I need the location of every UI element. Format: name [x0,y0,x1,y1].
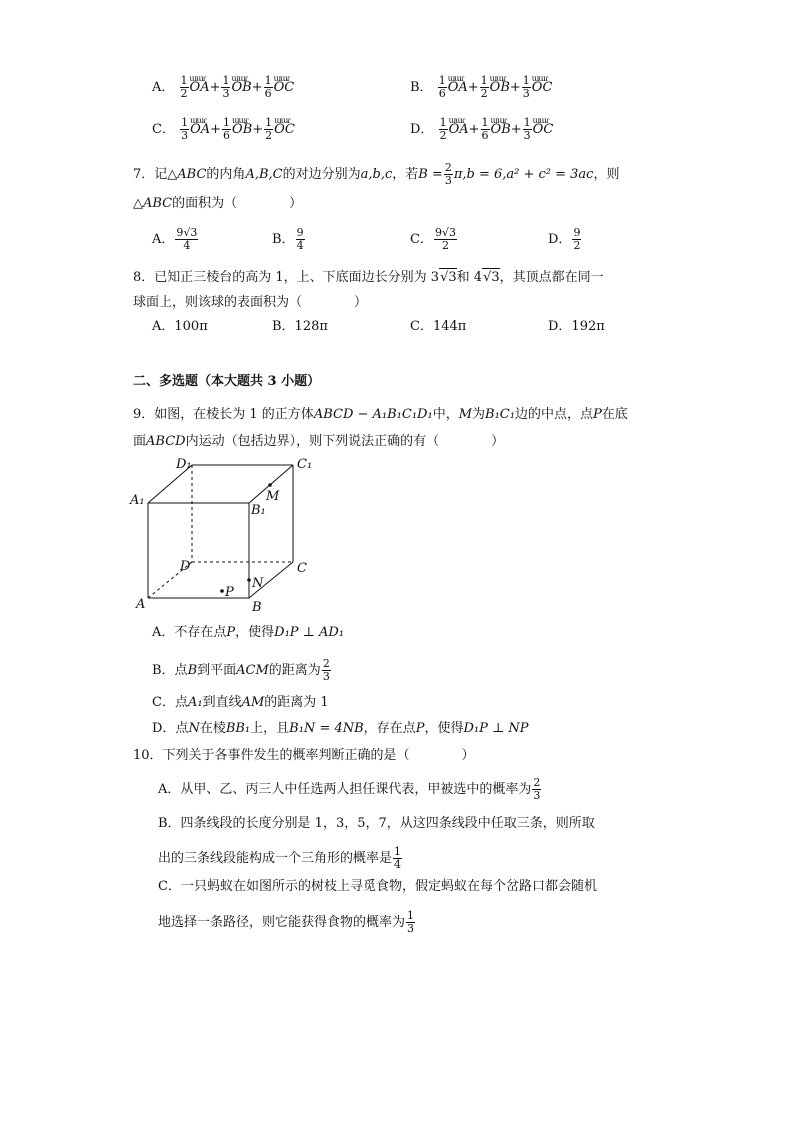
q9-text: 面 [133,434,147,449]
option-label: B． [410,80,433,95]
label-b1: B₁ [251,503,266,518]
vector-oa: ɯɯɾ OA [190,121,210,139]
point-p: P [415,721,425,736]
label-b: B [252,600,262,615]
q7-text: 的面积为（ ） [172,196,303,211]
q7-stem-line1 [133,162,619,187]
coef-fraction: $\frac{1}{3}$ [523,116,531,142]
vector-oc: ɯɯɾ OC [533,121,554,139]
label-m: M [266,489,280,504]
fraction: $\frac{2}{3}$ [444,161,452,187]
q9-text: 内运动（包括边界），则下列说法正确的有（ ） [185,434,505,449]
section-heading: 二、多选题（本大题共 3 小题） [133,374,321,389]
q9-text: 的距离为 [268,663,321,678]
line-am: AM [241,695,265,710]
q9-text: 的距离为 1 [264,695,329,710]
fraction: $\frac{2}{3}$ [533,776,541,802]
label-n: N [252,576,264,591]
vector-ob: ɯɯɾ OB [231,79,251,97]
q9-text: 在棱 [199,721,226,736]
coef-fraction: $\frac{1}{6}$ [264,74,272,100]
sides: a,b,c [360,167,393,182]
q6-option-c: C． $\frac{1}{3}$ ɯɯɾ OA+ $\frac{1}{6}$ ɯɯɾ OB+ $\frac{1}{2}$ ɯɯɾ OC [152,117,295,142]
coef-fraction: $\frac{1}{2}$ [439,116,447,142]
option-label: C． [152,122,175,137]
q9-text: 上，且 [250,721,290,736]
coef-fraction: $\frac{1}{3}$ [522,74,530,100]
q7-text: ，若 [392,167,419,182]
fraction: $\frac{9}{4}$ [296,226,304,252]
q10-option-c-line2 [158,910,416,935]
q7-option-a [152,227,199,252]
q9-text: 边的中点，点 [514,407,593,422]
label-a: A [136,597,146,612]
expr: D₁P ⊥ AD₁ [274,625,345,640]
q7-text: 的对边分别为 [282,167,361,182]
label-a1: A₁ [130,493,145,508]
point-n: N [188,721,200,736]
q8-text: ，其顶点都在同一 [499,270,604,285]
q9-text: D．点 [152,721,189,736]
q8-option-c: C．144π [410,319,467,334]
expr: D₁P ⊥ NP [463,721,529,736]
vector-ob: ɯɯɾ OB [491,121,511,139]
q9-text: 到平面 [197,663,237,678]
point-m-dot [268,483,272,487]
option-label: B． [272,232,295,247]
vector-ob: ɯɯɾ OB [490,79,510,97]
fraction: $\frac{1}{4}$ [394,845,402,871]
fraction: $\frac{1}{3}$ [407,909,415,935]
point-b: B [187,663,198,678]
coef-fraction: $\frac{1}{3}$ [181,116,189,142]
option-label: C． [410,232,433,247]
q9-stem-line1 [133,406,628,424]
q9-option-a [152,624,344,642]
plane-acm: ACM [236,663,269,678]
q8-text: 球面上，则该球的表面积为（ ） [133,295,368,310]
fraction: $\frac{9√3}{2}$ [434,226,456,252]
q7-option-c [410,227,458,252]
angle-b: B = [418,167,443,182]
point-a1: A₁ [187,695,203,710]
q10-option-a [158,777,542,802]
vector-oc: ɯɯɾ OC [274,121,295,139]
q9-text: 中， [432,407,459,422]
label-d: D [180,559,191,574]
q6-option-a: A． $\frac{1}{2}$ ɯɯɾ OA+ $\frac{1}{3}$ ɯɯɾ OB+ $\frac{1}{6}$ ɯɯɾ OC [152,75,294,100]
cube-name: ABCD − A₁B₁C₁D₁ [313,407,433,422]
q8-stem-line1 [133,268,604,287]
q9-text: B．点 [152,663,188,678]
q8-text: 和 4 [456,270,483,285]
triangle-abc: △ABC [133,196,173,211]
q9-text: ，存在点 [363,721,416,736]
option-label: A． [152,232,175,247]
q10-text: 出的三条线段能构成一个三角形的概率是 [158,851,393,866]
q7-prefix: 7．记 [133,167,168,182]
q9-text: 为 [472,407,486,422]
label-p: P [225,585,234,600]
sqrt: √3 [440,270,457,285]
q9-text: 到直线 [202,695,242,710]
q10-text: 地选择一条路径，则它能获得食物的概率为 [158,915,406,930]
q8-option-a: A．100π [152,319,208,334]
q10-text: A．从甲、乙、丙三人中任选两人担任课代表，甲被选中的概率为 [158,782,532,797]
q8-text: 8．已知正三棱台的高为 1，上、下底面边长分别为 3 [133,270,440,285]
edge-bb1: BB₁ [225,721,251,736]
expr: B₁N = 4NB [289,721,364,736]
q10-option-b-line1: B．四条线段的长度分别是 1，3，5，7，从这四条线段中任取三条，则所取 [158,816,595,831]
edge-b1c1: B₁C₁ [485,407,515,422]
point-n-dot [247,578,251,582]
condition: π,b = 6,a² + c² = 3ac [453,167,594,182]
q9-text: ，使得 [424,721,464,736]
coef-fraction: $\frac{1}{2}$ [180,74,188,100]
q9-text: A．不存在点 [152,625,227,640]
fraction: $\frac{2}{3}$ [322,657,330,683]
q8-option-b: B．128π [272,319,328,334]
q7-option-d [548,227,582,252]
point-m: M [458,407,473,422]
q7-text: 的内角 [206,167,246,182]
vector-oa: ɯɯɾ OA [448,79,468,97]
cube-figure-main [128,452,338,617]
vector-oa: ɯɯɾ OA [449,121,469,139]
label-d1: D₁ [176,457,192,472]
q8-stem-line2 [133,294,367,312]
coef-fraction: $\frac{1}{6}$ [438,74,446,100]
coef-fraction: $\frac{1}{3}$ [222,74,230,100]
q7-text: ，则 [593,167,620,182]
sqrt: √3 [483,270,500,285]
fraction: $\frac{9}{2}$ [573,226,581,252]
coef-fraction: $\frac{1}{2}$ [480,74,488,100]
coef-fraction: $\frac{1}{6}$ [481,116,489,142]
vector-oc: ɯɯɾ OC [274,79,295,97]
q9-text: 9．如图，在棱长为 1 的正方体 [133,407,314,422]
q9-option-d [152,720,528,738]
base-abcd: ABCD [146,434,186,449]
label-c1: C₁ [297,457,313,472]
q9-option-b [152,658,332,683]
triangle-abc: △ABC [167,167,207,182]
q10-option-b-line2 [158,846,403,871]
q9-option-c [152,694,329,712]
coef-fraction: $\frac{1}{2}$ [265,116,273,142]
option-label: A． [152,80,175,95]
q7-option-b [272,227,306,252]
q9-stem-line2 [133,433,504,451]
option-label: D． [548,232,572,247]
coef-fraction: $\frac{1}{6}$ [223,116,231,142]
q10-option-c-line1: C．一只蚂蚁在如图所示的树枝上寻觅食物，假定蚂蚁在每个岔路口都会随机 [158,879,597,894]
q9-text: C．点 [152,695,188,710]
point-p-dot [220,589,224,593]
option-label: D． [410,122,434,137]
vector-oa: ɯɯɾ OA [190,79,210,97]
angles: A,B,C [245,167,283,182]
label-c: C [297,561,307,576]
fraction: $\frac{9√3}{4}$ [176,226,198,252]
vector-ob: ɯɯɾ OB [232,121,252,139]
q9-text: ，使得 [235,625,275,640]
q6-option-d: D． $\frac{1}{2}$ ɯɯɾ OA+ $\frac{1}{6}$ ɯɯɾ OB+ $\frac{1}{3}$ ɯɯɾ OC [410,117,553,142]
vector-oc: ɯɯɾ OC [532,79,553,97]
q9-text: 在底 [601,407,628,422]
q6-option-b: B． $\frac{1}{6}$ ɯɯɾ OA+ $\frac{1}{2}$ ɯɯɾ OB+ $\frac{1}{3}$ ɯɯɾ OC [410,75,552,100]
q8-option-d: D．192π [548,319,605,334]
q7-stem-line2 [133,195,302,213]
point-p: P [592,407,602,422]
point-p: P [226,625,236,640]
q10-stem: 10．下列关于各事件发生的概率判断正确的是（ ） [133,748,475,763]
